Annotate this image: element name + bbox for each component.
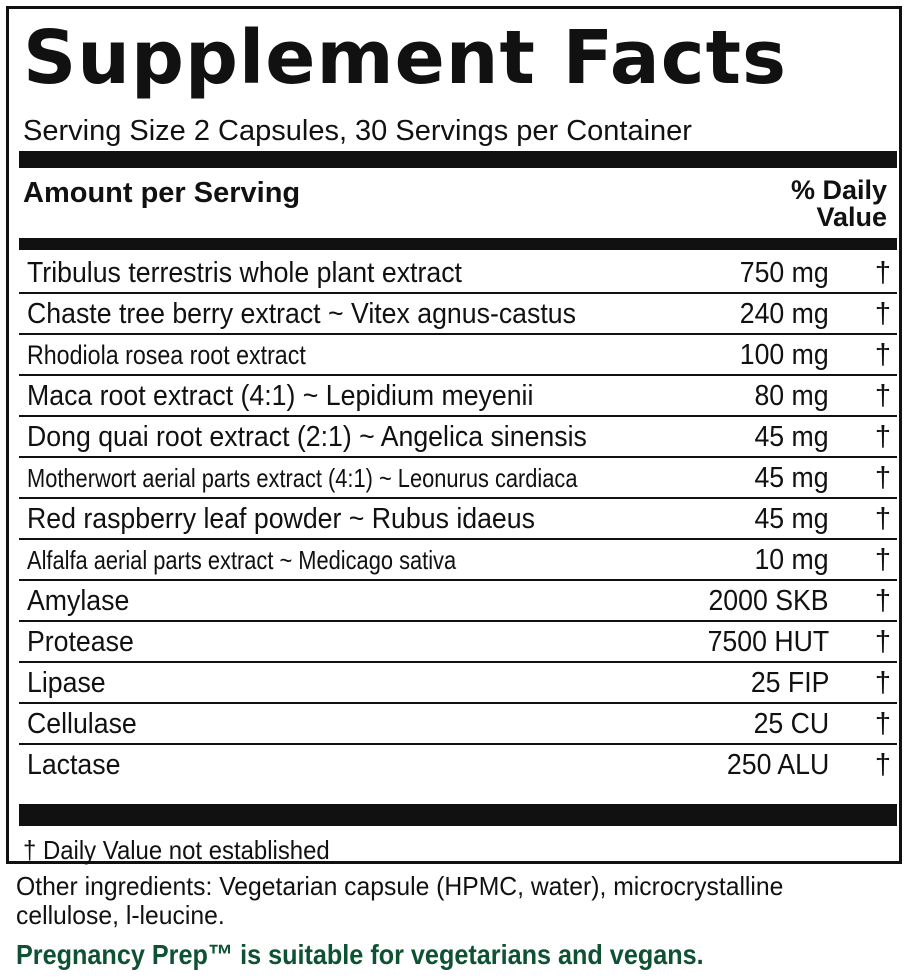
ingredient-amount: 2000 SKB (708, 585, 829, 617)
ingredient-amount: 10 mg (754, 544, 829, 576)
header-dv-line2: Value (816, 202, 887, 232)
daily-value-dagger: † (874, 298, 891, 330)
ingredient-name: Tribulus terrestris whole plant extract (27, 257, 462, 289)
table-row (19, 745, 897, 786)
ingredient-name: Red raspberry leaf powder ~ Rubus idaeus (27, 503, 535, 535)
daily-value-dagger: † (874, 503, 891, 535)
daily-value-dagger: † (874, 708, 891, 740)
header-amount-per-serving: Amount per Serving (23, 177, 301, 209)
daily-value-dagger: † (874, 380, 891, 412)
serving-size: Serving Size 2 Capsules, 30 Servings per Container (23, 115, 692, 147)
ingredient-name: Rhodiola rosea root extract (27, 340, 306, 370)
daily-value-dagger: † (874, 585, 891, 617)
ingredient-amount: 45 mg (754, 421, 829, 453)
table-row (19, 458, 897, 499)
ingredient-amount: 100 mg (740, 339, 829, 371)
ingredient-name: Cellulase (27, 708, 137, 740)
ingredient-amount: 25 CU (753, 708, 829, 740)
thick-divider-middle (19, 238, 897, 250)
daily-value-footnote: † Daily Value not established (23, 835, 330, 865)
thick-divider-top (19, 151, 897, 168)
daily-value-dagger: † (874, 462, 891, 494)
table-row (19, 376, 897, 417)
ingredient-name: Lactase (27, 749, 121, 781)
ingredient-name: Lipase (27, 667, 106, 699)
daily-value-dagger: † (874, 421, 891, 453)
supplement-facts-panel (6, 6, 902, 864)
ingredient-amount: 45 mg (754, 462, 829, 494)
thick-divider-bottom (19, 804, 897, 826)
ingredient-amount: 750 mg (740, 257, 829, 289)
header-daily-value (791, 177, 887, 231)
ingredient-name: Motherwort aerial parts extract (4:1) ~ Leonurus cardiaca (27, 463, 578, 493)
ingredient-name: Chaste tree berry extract ~ Vitex agnus-castus (27, 298, 576, 330)
table-row (19, 335, 897, 376)
ingredient-name: Maca root extract (4:1) ~ Lepidium meyenii (27, 380, 534, 412)
ingredient-amount: 7500 HUT (707, 626, 829, 658)
header-dv-line1: % Daily (790, 175, 887, 205)
daily-value-dagger: † (874, 667, 891, 699)
table-row (19, 622, 897, 663)
ingredient-amount: 240 mg (740, 298, 829, 330)
table-row (19, 704, 897, 745)
daily-value-dagger: † (874, 339, 891, 371)
ingredient-amount: 25 FIP (750, 667, 829, 699)
ingredient-table (19, 253, 897, 786)
table-row (19, 417, 897, 458)
ingredient-name: Protease (27, 626, 134, 658)
table-row (19, 540, 897, 581)
ingredient-amount: 45 mg (754, 503, 829, 535)
ingredient-amount: 80 mg (754, 380, 829, 412)
table-row (19, 581, 897, 622)
table-row (19, 294, 897, 335)
ingredient-amount: 250 ALU (726, 749, 829, 781)
ingredient-name: Amylase (27, 585, 130, 617)
table-row (19, 499, 897, 540)
table-row (19, 663, 897, 704)
daily-value-dagger: † (874, 257, 891, 289)
ingredient-name: Alfalfa aerial parts extract ~ Medicago sativa (27, 545, 457, 575)
daily-value-dagger: † (874, 544, 891, 576)
table-row (19, 253, 897, 294)
other-ingredients: Other ingredients: Vegetarian capsule (HPMC, water), microcrystalline cellulose, l-leucine. (16, 871, 784, 930)
daily-value-dagger: † (874, 626, 891, 658)
daily-value-dagger: † (874, 749, 891, 781)
panel-title: Supplement Facts (23, 15, 788, 101)
ingredient-name: Dong quai root extract (2:1) ~ Angelica sinensis (27, 421, 587, 453)
vegetarian-note: Pregnancy Prep™ is suitable for vegetarians and vegans. (16, 939, 704, 970)
